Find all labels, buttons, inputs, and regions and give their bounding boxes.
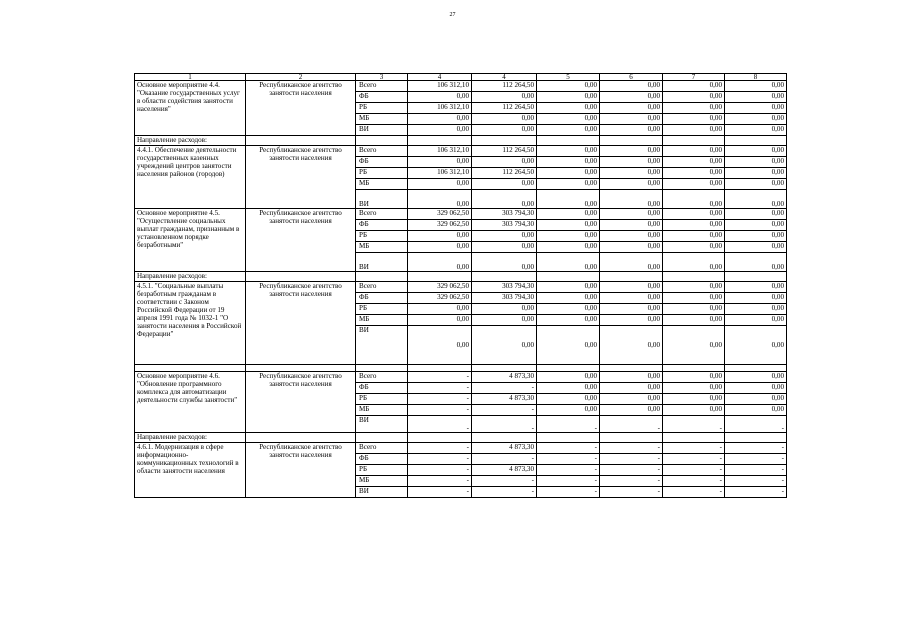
- amount-cell: 329 062,50: [408, 293, 472, 304]
- empty-cell: [537, 136, 600, 146]
- funding-source: ВИ: [356, 190, 408, 209]
- amount-cell: 112 264,50: [472, 103, 537, 114]
- amount-cell: 0,00: [663, 372, 725, 383]
- table-row: [135, 372, 787, 383]
- measure-name: 4.4.1. Обеспечение деятельности государственных казенных учреждений центров занятости населения районов (городов): [135, 146, 246, 209]
- amount-cell: 0,00: [537, 282, 600, 293]
- amount-cell: -: [663, 416, 725, 433]
- funding-source: Всего: [356, 372, 408, 383]
- empty-cell: [725, 433, 787, 443]
- amount-cell: 4 873,30: [472, 465, 537, 476]
- amount-cell: 0,00: [600, 209, 663, 220]
- amount-cell: -: [408, 487, 472, 498]
- funding-source: МБ: [356, 114, 408, 125]
- amount-cell: 329 062,50: [408, 220, 472, 231]
- header-cell: 1: [135, 74, 246, 81]
- amount-cell: -: [725, 487, 787, 498]
- funding-source: ФБ: [356, 157, 408, 168]
- amount-cell: -: [408, 465, 472, 476]
- amount-cell: -: [725, 443, 787, 454]
- amount-cell: 0,00: [600, 114, 663, 125]
- table-row: [135, 81, 787, 92]
- responsible-agency: Республиканское агентство занятости населения: [246, 443, 356, 498]
- amount-cell: 0,00: [725, 125, 787, 136]
- amount-cell: 303 794,30: [472, 209, 537, 220]
- amount-cell: 4 873,30: [472, 372, 537, 383]
- empty-cell: [537, 365, 600, 372]
- funding-source: Всего: [356, 209, 408, 220]
- header-cell: 2: [246, 74, 356, 81]
- amount-cell: 0,00: [600, 179, 663, 190]
- amount-cell: 0,00: [472, 179, 537, 190]
- funding-source: РБ: [356, 304, 408, 315]
- amount-cell: 0,00: [725, 304, 787, 315]
- empty-cell: [600, 365, 663, 372]
- measure-name: 4.6.1. Модернизация в сфере информационно-коммуникационных технологий в области занятости населения: [135, 443, 246, 498]
- amount-cell: 0,00: [537, 114, 600, 125]
- funding-source: ФБ: [356, 454, 408, 465]
- empty-cell: [356, 272, 408, 282]
- measure-name: Основное мероприятие 4.4. "Оказание государственных услуг в области содействия занятости населения": [135, 81, 246, 136]
- amount-cell: 0,00: [725, 253, 787, 272]
- spacer-row: [135, 365, 787, 372]
- empty-cell: [725, 136, 787, 146]
- amount-cell: 0,00: [408, 179, 472, 190]
- amount-cell: 0,00: [537, 125, 600, 136]
- amount-cell: 0,00: [725, 179, 787, 190]
- funding-source: ВИ: [356, 253, 408, 272]
- amount-cell: -: [537, 443, 600, 454]
- amount-cell: 0,00: [725, 103, 787, 114]
- amount-cell: 112 264,50: [472, 168, 537, 179]
- amount-cell: 0,00: [408, 242, 472, 253]
- amount-cell: 0,00: [537, 231, 600, 242]
- responsible-agency: Республиканское агентство занятости населения: [246, 81, 356, 136]
- amount-cell: 0,00: [600, 282, 663, 293]
- amount-cell: 0,00: [663, 190, 725, 209]
- amount-cell: -: [663, 487, 725, 498]
- amount-cell: 0,00: [600, 372, 663, 383]
- empty-cell: [246, 365, 356, 372]
- table-row: [135, 209, 787, 220]
- amount-cell: -: [537, 465, 600, 476]
- amount-cell: 0,00: [600, 231, 663, 242]
- empty-cell: [246, 136, 356, 146]
- direction-row: [135, 433, 787, 443]
- amount-cell: 0,00: [537, 190, 600, 209]
- amount-cell: 0,00: [663, 179, 725, 190]
- amount-cell: 0,00: [600, 168, 663, 179]
- amount-cell: 0,00: [408, 315, 472, 326]
- empty-cell: [725, 272, 787, 282]
- measure-name: 4.5.1. "Социальные выплаты безработным гражданам в соответствии с Законом Российской Федерации от 19 апреля 1991 года № 1032-1 "О занятости населения в Российской Федерации": [135, 282, 246, 365]
- amount-cell: -: [408, 416, 472, 433]
- amount-cell: -: [408, 405, 472, 416]
- amount-cell: 0,00: [537, 103, 600, 114]
- funding-source: МБ: [356, 315, 408, 326]
- amount-cell: 0,00: [408, 326, 472, 365]
- amount-cell: -: [600, 487, 663, 498]
- amount-cell: 0,00: [663, 146, 725, 157]
- responsible-agency: Республиканское агентство занятости населения: [246, 372, 356, 433]
- amount-cell: -: [408, 383, 472, 394]
- amount-cell: 0,00: [537, 372, 600, 383]
- amount-cell: -: [472, 383, 537, 394]
- amount-cell: 0,00: [663, 81, 725, 92]
- amount-cell: 0,00: [537, 253, 600, 272]
- empty-cell: [356, 365, 408, 372]
- amount-cell: 0,00: [537, 315, 600, 326]
- amount-cell: 0,00: [663, 282, 725, 293]
- amount-cell: 0,00: [725, 372, 787, 383]
- amount-cell: 0,00: [472, 242, 537, 253]
- amount-cell: -: [537, 476, 600, 487]
- amount-cell: 0,00: [725, 315, 787, 326]
- amount-cell: 0,00: [600, 242, 663, 253]
- amount-cell: 0,00: [725, 383, 787, 394]
- header-cell: 4: [472, 74, 537, 81]
- amount-cell: -: [537, 487, 600, 498]
- amount-cell: 0,00: [663, 315, 725, 326]
- amount-cell: 0,00: [600, 315, 663, 326]
- amount-cell: 0,00: [725, 282, 787, 293]
- amount-cell: 0,00: [472, 315, 537, 326]
- amount-cell: -: [472, 454, 537, 465]
- funding-source: МБ: [356, 405, 408, 416]
- amount-cell: 0,00: [537, 168, 600, 179]
- amount-cell: 0,00: [663, 326, 725, 365]
- header-cell: 8: [725, 74, 787, 81]
- amount-cell: 0,00: [663, 405, 725, 416]
- amount-cell: -: [600, 454, 663, 465]
- amount-cell: 0,00: [725, 190, 787, 209]
- amount-cell: 0,00: [472, 92, 537, 103]
- amount-cell: 106 312,10: [408, 168, 472, 179]
- amount-cell: 0,00: [408, 231, 472, 242]
- empty-cell: [408, 272, 472, 282]
- amount-cell: 0,00: [663, 253, 725, 272]
- amount-cell: 0,00: [725, 114, 787, 125]
- amount-cell: 0,00: [537, 81, 600, 92]
- table-row: [135, 146, 787, 157]
- amount-cell: -: [725, 476, 787, 487]
- funding-source: Всего: [356, 81, 408, 92]
- amount-cell: 4 873,30: [472, 443, 537, 454]
- amount-cell: -: [600, 476, 663, 487]
- amount-cell: -: [537, 454, 600, 465]
- direction-row: [135, 136, 787, 146]
- amount-cell: 0,00: [408, 92, 472, 103]
- empty-cell: [408, 365, 472, 372]
- funding-source: ВИ: [356, 125, 408, 136]
- funding-source: РБ: [356, 394, 408, 405]
- header-cell: 3: [356, 74, 408, 81]
- amount-cell: 0,00: [600, 146, 663, 157]
- amount-cell: 0,00: [472, 253, 537, 272]
- amount-cell: 0,00: [537, 92, 600, 103]
- amount-cell: 106 312,10: [408, 103, 472, 114]
- amount-cell: 0,00: [600, 326, 663, 365]
- amount-cell: 0,00: [472, 304, 537, 315]
- funding-source: ФБ: [356, 383, 408, 394]
- amount-cell: 0,00: [600, 92, 663, 103]
- amount-cell: 303 794,30: [472, 282, 537, 293]
- amount-cell: 0,00: [408, 125, 472, 136]
- empty-cell: [663, 365, 725, 372]
- empty-cell: [135, 365, 246, 372]
- amount-cell: 0,00: [408, 157, 472, 168]
- amount-cell: 0,00: [600, 253, 663, 272]
- funding-source: МБ: [356, 179, 408, 190]
- amount-cell: 0,00: [600, 125, 663, 136]
- header-cell: 7: [663, 74, 725, 81]
- amount-cell: -: [600, 465, 663, 476]
- header-cell: 4: [408, 74, 472, 81]
- amount-cell: 0,00: [600, 81, 663, 92]
- funding-source: МБ: [356, 476, 408, 487]
- amount-cell: -: [725, 454, 787, 465]
- page-number: 27: [449, 12, 456, 18]
- direction-row: [135, 272, 787, 282]
- amount-cell: -: [472, 487, 537, 498]
- measure-name: Основное мероприятие 4.5. "Осуществление социальных выплат гражданам, признанным в установленном порядке безработными": [135, 209, 246, 272]
- amount-cell: 0,00: [663, 114, 725, 125]
- funding-source: ФБ: [356, 92, 408, 103]
- empty-cell: [600, 433, 663, 443]
- amount-cell: 0,00: [663, 383, 725, 394]
- empty-cell: [408, 136, 472, 146]
- amount-cell: 0,00: [663, 242, 725, 253]
- amount-cell: 0,00: [725, 220, 787, 231]
- amount-cell: 0,00: [663, 125, 725, 136]
- empty-cell: [537, 433, 600, 443]
- empty-cell: [246, 433, 356, 443]
- amount-cell: -: [663, 476, 725, 487]
- amount-cell: -: [600, 443, 663, 454]
- funding-source: ВИ: [356, 416, 408, 433]
- amount-cell: -: [408, 372, 472, 383]
- amount-cell: 303 794,30: [472, 293, 537, 304]
- empty-cell: [725, 365, 787, 372]
- empty-cell: [246, 272, 356, 282]
- amount-cell: -: [663, 465, 725, 476]
- amount-cell: 0,00: [725, 293, 787, 304]
- funding-source: Всего: [356, 282, 408, 293]
- amount-cell: 106 312,10: [408, 81, 472, 92]
- amount-cell: 0,00: [725, 242, 787, 253]
- empty-cell: [663, 272, 725, 282]
- amount-cell: 0,00: [725, 168, 787, 179]
- amount-cell: 0,00: [725, 326, 787, 365]
- amount-cell: 0,00: [472, 190, 537, 209]
- amount-cell: -: [472, 416, 537, 433]
- responsible-agency: Республиканское агентство занятости населения: [246, 209, 356, 272]
- funding-source: ФБ: [356, 220, 408, 231]
- amount-cell: 0,00: [600, 293, 663, 304]
- amount-cell: 0,00: [408, 114, 472, 125]
- empty-cell: [663, 136, 725, 146]
- amount-cell: -: [663, 454, 725, 465]
- amount-cell: 0,00: [408, 253, 472, 272]
- amount-cell: 0,00: [663, 157, 725, 168]
- amount-cell: 106 312,10: [408, 146, 472, 157]
- amount-cell: 0,00: [663, 168, 725, 179]
- amount-cell: 0,00: [663, 394, 725, 405]
- amount-cell: -: [408, 476, 472, 487]
- amount-cell: 0,00: [537, 146, 600, 157]
- amount-cell: 0,00: [663, 304, 725, 315]
- amount-cell: 0,00: [537, 209, 600, 220]
- responsible-agency: Республиканское агентство занятости населения: [246, 282, 356, 365]
- amount-cell: 0,00: [472, 125, 537, 136]
- amount-cell: 0,00: [725, 92, 787, 103]
- amount-cell: 0,00: [537, 220, 600, 231]
- amount-cell: -: [600, 416, 663, 433]
- funding-source: Всего: [356, 443, 408, 454]
- empty-cell: [537, 272, 600, 282]
- direction-label: Направление расходов:: [135, 272, 246, 282]
- amount-cell: 0,00: [537, 179, 600, 190]
- funding-source: ФБ: [356, 293, 408, 304]
- funding-source: РБ: [356, 231, 408, 242]
- empty-cell: [356, 136, 408, 146]
- amount-cell: 0,00: [663, 103, 725, 114]
- funding-source: РБ: [356, 168, 408, 179]
- amount-cell: 329 062,50: [408, 282, 472, 293]
- amount-cell: -: [537, 416, 600, 433]
- empty-cell: [663, 433, 725, 443]
- amount-cell: 112 264,50: [472, 81, 537, 92]
- amount-cell: 0,00: [472, 231, 537, 242]
- amount-cell: -: [408, 394, 472, 405]
- amount-cell: 0,00: [472, 157, 537, 168]
- amount-cell: -: [725, 465, 787, 476]
- funding-source: РБ: [356, 465, 408, 476]
- amount-cell: 0,00: [600, 220, 663, 231]
- header-cell: 5: [537, 74, 600, 81]
- amount-cell: 0,00: [600, 103, 663, 114]
- amount-cell: -: [725, 416, 787, 433]
- amount-cell: 0,00: [725, 146, 787, 157]
- amount-cell: 0,00: [537, 326, 600, 365]
- amount-cell: 0,00: [725, 209, 787, 220]
- amount-cell: 0,00: [600, 394, 663, 405]
- amount-cell: 0,00: [408, 190, 472, 209]
- amount-cell: 0,00: [600, 383, 663, 394]
- header-cell: 6: [600, 74, 663, 81]
- amount-cell: 112 264,50: [472, 146, 537, 157]
- funding-source: ВИ: [356, 326, 408, 365]
- amount-cell: 0,00: [408, 304, 472, 315]
- amount-cell: 0,00: [472, 114, 537, 125]
- amount-cell: 4 873,30: [472, 394, 537, 405]
- amount-cell: -: [663, 443, 725, 454]
- amount-cell: 0,00: [725, 81, 787, 92]
- amount-cell: 303 794,30: [472, 220, 537, 231]
- amount-cell: 0,00: [600, 304, 663, 315]
- amount-cell: 0,00: [663, 220, 725, 231]
- empty-cell: [472, 433, 537, 443]
- amount-cell: 0,00: [537, 383, 600, 394]
- amount-cell: -: [408, 454, 472, 465]
- amount-cell: 0,00: [725, 394, 787, 405]
- amount-cell: 0,00: [537, 157, 600, 168]
- amount-cell: 0,00: [537, 304, 600, 315]
- amount-cell: 0,00: [663, 231, 725, 242]
- amount-cell: 0,00: [537, 405, 600, 416]
- amount-cell: 0,00: [537, 242, 600, 253]
- amount-cell: 0,00: [663, 92, 725, 103]
- empty-cell: [472, 136, 537, 146]
- empty-cell: [408, 433, 472, 443]
- amount-cell: 0,00: [472, 326, 537, 365]
- responsible-agency: Республиканское агентство занятости населения: [246, 146, 356, 209]
- funding-source: РБ: [356, 103, 408, 114]
- amount-cell: 0,00: [725, 157, 787, 168]
- amount-cell: 0,00: [663, 293, 725, 304]
- header-row: [135, 74, 787, 81]
- empty-cell: [600, 272, 663, 282]
- funding-source: Всего: [356, 146, 408, 157]
- funding-source: ВИ: [356, 487, 408, 498]
- empty-cell: [600, 136, 663, 146]
- budget-table: [134, 73, 787, 498]
- measure-name: Основное мероприятие 4.6. "Обновление программного комплекса для автоматизации деятельности службы занятости": [135, 372, 246, 433]
- table-row: [135, 282, 787, 293]
- funding-source: МБ: [356, 242, 408, 253]
- amount-cell: 0,00: [663, 209, 725, 220]
- empty-cell: [472, 365, 537, 372]
- amount-cell: -: [472, 405, 537, 416]
- amount-cell: 329 062,50: [408, 209, 472, 220]
- direction-label: Направление расходов:: [135, 433, 246, 443]
- amount-cell: -: [408, 443, 472, 454]
- amount-cell: -: [472, 476, 537, 487]
- table-row: [135, 443, 787, 454]
- amount-cell: 0,00: [537, 293, 600, 304]
- amount-cell: 0,00: [725, 405, 787, 416]
- amount-cell: 0,00: [537, 394, 600, 405]
- amount-cell: 0,00: [725, 231, 787, 242]
- empty-cell: [472, 272, 537, 282]
- empty-cell: [356, 433, 408, 443]
- direction-label: Направление расходов:: [135, 136, 246, 146]
- amount-cell: 0,00: [600, 405, 663, 416]
- amount-cell: 0,00: [600, 190, 663, 209]
- amount-cell: 0,00: [600, 157, 663, 168]
